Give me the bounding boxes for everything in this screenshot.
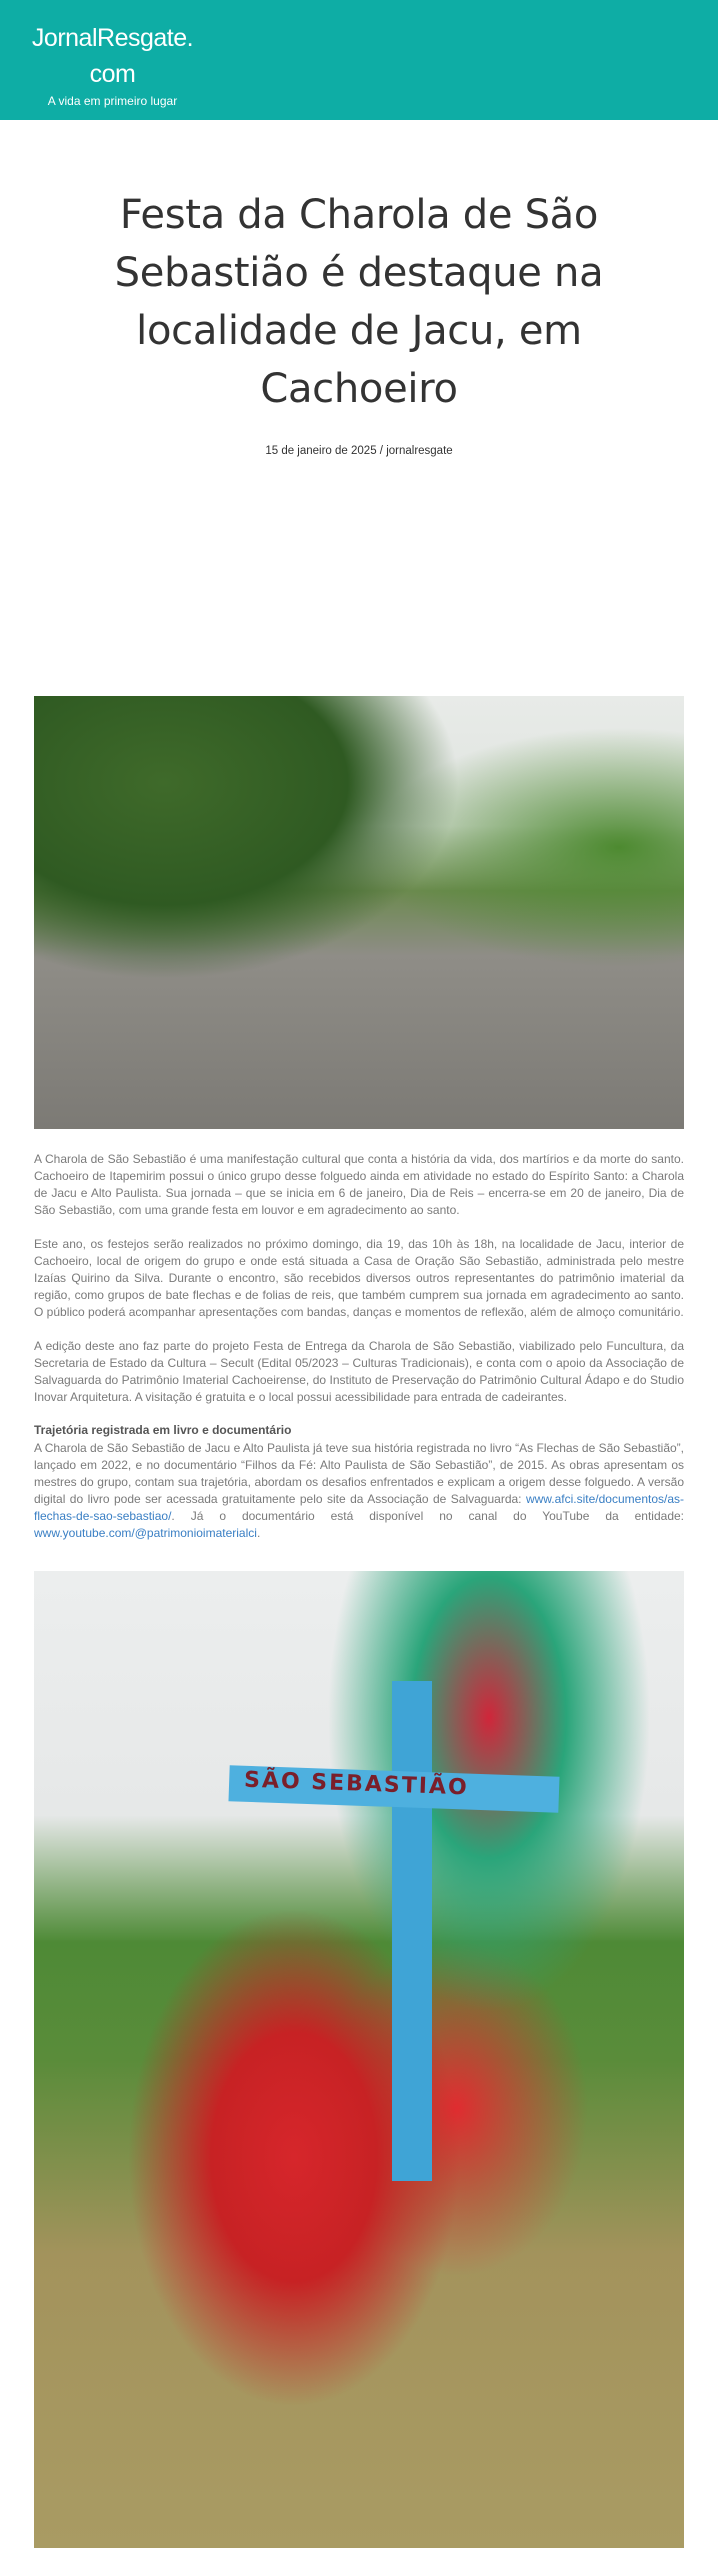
paragraph-4: [34, 1440, 684, 1542]
brand: [30, 20, 195, 108]
paragraph-3: A edição deste ano faz parte do projeto Festa de Entrega da Charola de São Sebastião, viabilizado pelo Funcultura, da Secretaria de Estado da Cultura – Secult (Edital 05/2023 – Culturas Tradicionais), e conta com o apoio da Associação de Salvaguarda do Patrimônio Imaterial Cachoeirense, do Instituto de Preservação do Patrimônio Cultural Ádapo e do Studio Inovar Arquitetura. A visitação é gratuita e o local possui acessibilidade para entrada de cadeirantes.: [34, 1339, 684, 1404]
author-link[interactable]: jornalresgate: [386, 445, 453, 457]
procession-photo: [34, 696, 684, 1129]
article-meta: [0, 445, 718, 457]
cross-sign-text: SÃO SEBASTIÃO: [243, 1767, 470, 1801]
meta-separator: /: [376, 445, 387, 457]
paragraph-2: Este ano, os festejos serão realizados no próximo domingo, dia 19, das 10h às 18h, na localidade de Jacu, interior de Cachoeiro, local de origem do grupo e onde está situada a Casa de Oração São Sebastião, administrada pelo mestre Izaías Quirino da Silva. Durante o encontro, são recebidos diversos outros representantes do patrimônio imaterial da região, como grupos de bate flechas e de folias de reis, que também cumprem sua jornada em agradecimento ao santo. O público poderá acompanhar apresentações com bandas, danças e momentos de reflexão, além de almoço comunitário.: [34, 1237, 684, 1319]
site-header: [0, 0, 718, 120]
site-title-link[interactable]: JornalResgate.com: [31, 24, 194, 88]
paragraph-1: A Charola de São Sebastião é uma manifestação cultural que conta a história da vida, dos martírios e da morte do santo. Cachoeiro de Itapemirim possui o único grupo desse folguedo ainda em atividade no estado do Espírito Santo: a Charola de Jacu e Alto Paulista. Sua jornada – que se inicia em 6 de janeiro, Dia de Reis – encerra-se em 20 de janeiro, Dia de São Sebastião, com uma grande festa em louvor e em agradecimento ao santo.: [34, 1152, 684, 1217]
charola-musicians-photo: [34, 1571, 684, 2548]
youtube-link[interactable]: www.youtube.com/@patrimonioimaterialci: [34, 1526, 257, 1540]
article-date-link[interactable]: 15 de janeiro de 2025: [265, 445, 377, 457]
subheading: Trajetória registrada em livro e documentário: [34, 1423, 292, 1437]
paragraph-4-text: A Charola de São Sebastião de Jacu e Alto Paulista já teve sua história registrada no livro “As Flechas de São Sebastião”, lançado em 2022, e no documentário “Filhos da Fé: Alto Paulista de São Sebastião”, de 2015. As obras apresentam os mestres do grupo, contam sua trajetória, abordam os desafios enfrentados e explicam a origem desse folguedo. A versão digital do livro pode ser acessada gratuitamente pelo site da Associação de Salvaguarda:: [34, 1441, 684, 1506]
paragraph-4-text-2: . Já o documentário está disponível no canal do YouTube da entidade:: [171, 1509, 684, 1523]
paragraph-4-end: .: [256, 1526, 261, 1540]
cross-post: [392, 1681, 432, 2181]
book-link[interactable]: www.afci.site/documentos/as-flechas-de-sao-sebastiao/: [34, 1492, 684, 1523]
article-title: Festa da Charola de São Sebastião é destaque na localidade de Jacu, em Cachoeiro: [114, 192, 604, 412]
site-tagline: A vida em primeiro lugar: [47, 94, 178, 108]
